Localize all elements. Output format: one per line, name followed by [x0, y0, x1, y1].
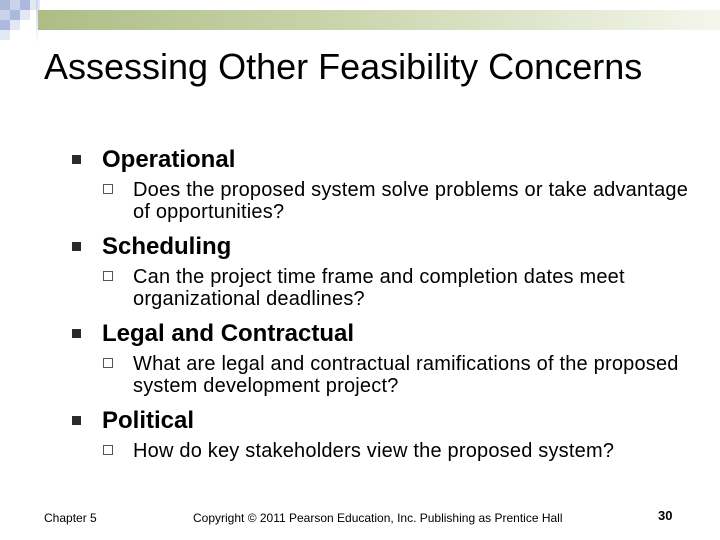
sub-bullet [103, 266, 692, 310]
deco-square [0, 0, 10, 10]
sub-bullet [103, 179, 692, 223]
deco-line [36, 0, 38, 45]
deco-square [10, 10, 20, 20]
deco-square [0, 10, 10, 20]
sub-bullet [103, 353, 692, 397]
deco-square [20, 10, 30, 20]
bullet-legal [72, 319, 692, 349]
deco-square [0, 20, 10, 30]
hollow-square-bullet-icon [103, 271, 113, 281]
sub-bullet-text: What are legal and contractual ramifications of the proposed system development project? [133, 353, 679, 397]
square-bullet-icon [72, 416, 81, 425]
bullet-political [72, 406, 692, 436]
square-bullet-icon [72, 329, 81, 338]
header-band [38, 10, 720, 30]
deco-square [10, 20, 20, 30]
deco-square [10, 0, 20, 10]
bullet-scheduling [72, 232, 692, 262]
bullet-heading: Legal and Contractual [102, 320, 355, 347]
deco-square [0, 30, 10, 40]
footer-chapter: Chapter 5 [44, 511, 97, 525]
bullet-operational [72, 145, 692, 175]
sub-bullet-text: How do key stakeholders view the proposed system? [133, 440, 615, 462]
sub-bullet-text: Can the project time frame and completion dates meet organizational deadlines? [133, 266, 625, 310]
page-number: 30 [658, 508, 673, 523]
deco-square [20, 0, 30, 10]
sub-bullet-text: Does the proposed system solve problems or take advantage of opportunities? [133, 179, 689, 223]
square-bullet-icon [72, 242, 81, 251]
square-bullet-icon [72, 155, 81, 164]
bullet-heading: Operational [102, 146, 236, 173]
bullet-heading: Scheduling [102, 233, 232, 260]
hollow-square-bullet-icon [103, 184, 113, 194]
footer-copyright: Copyright © 2011 Pearson Education, Inc. Publishing as Prentice Hall [193, 511, 563, 525]
slide-title: Assessing Other Feasibility Concerns [44, 46, 643, 87]
hollow-square-bullet-icon [103, 445, 113, 455]
hollow-square-bullet-icon [103, 358, 113, 368]
sub-bullet [103, 440, 692, 462]
deco-square [30, 0, 40, 10]
bullet-heading: Political [102, 407, 195, 434]
bullet-list [72, 145, 692, 471]
